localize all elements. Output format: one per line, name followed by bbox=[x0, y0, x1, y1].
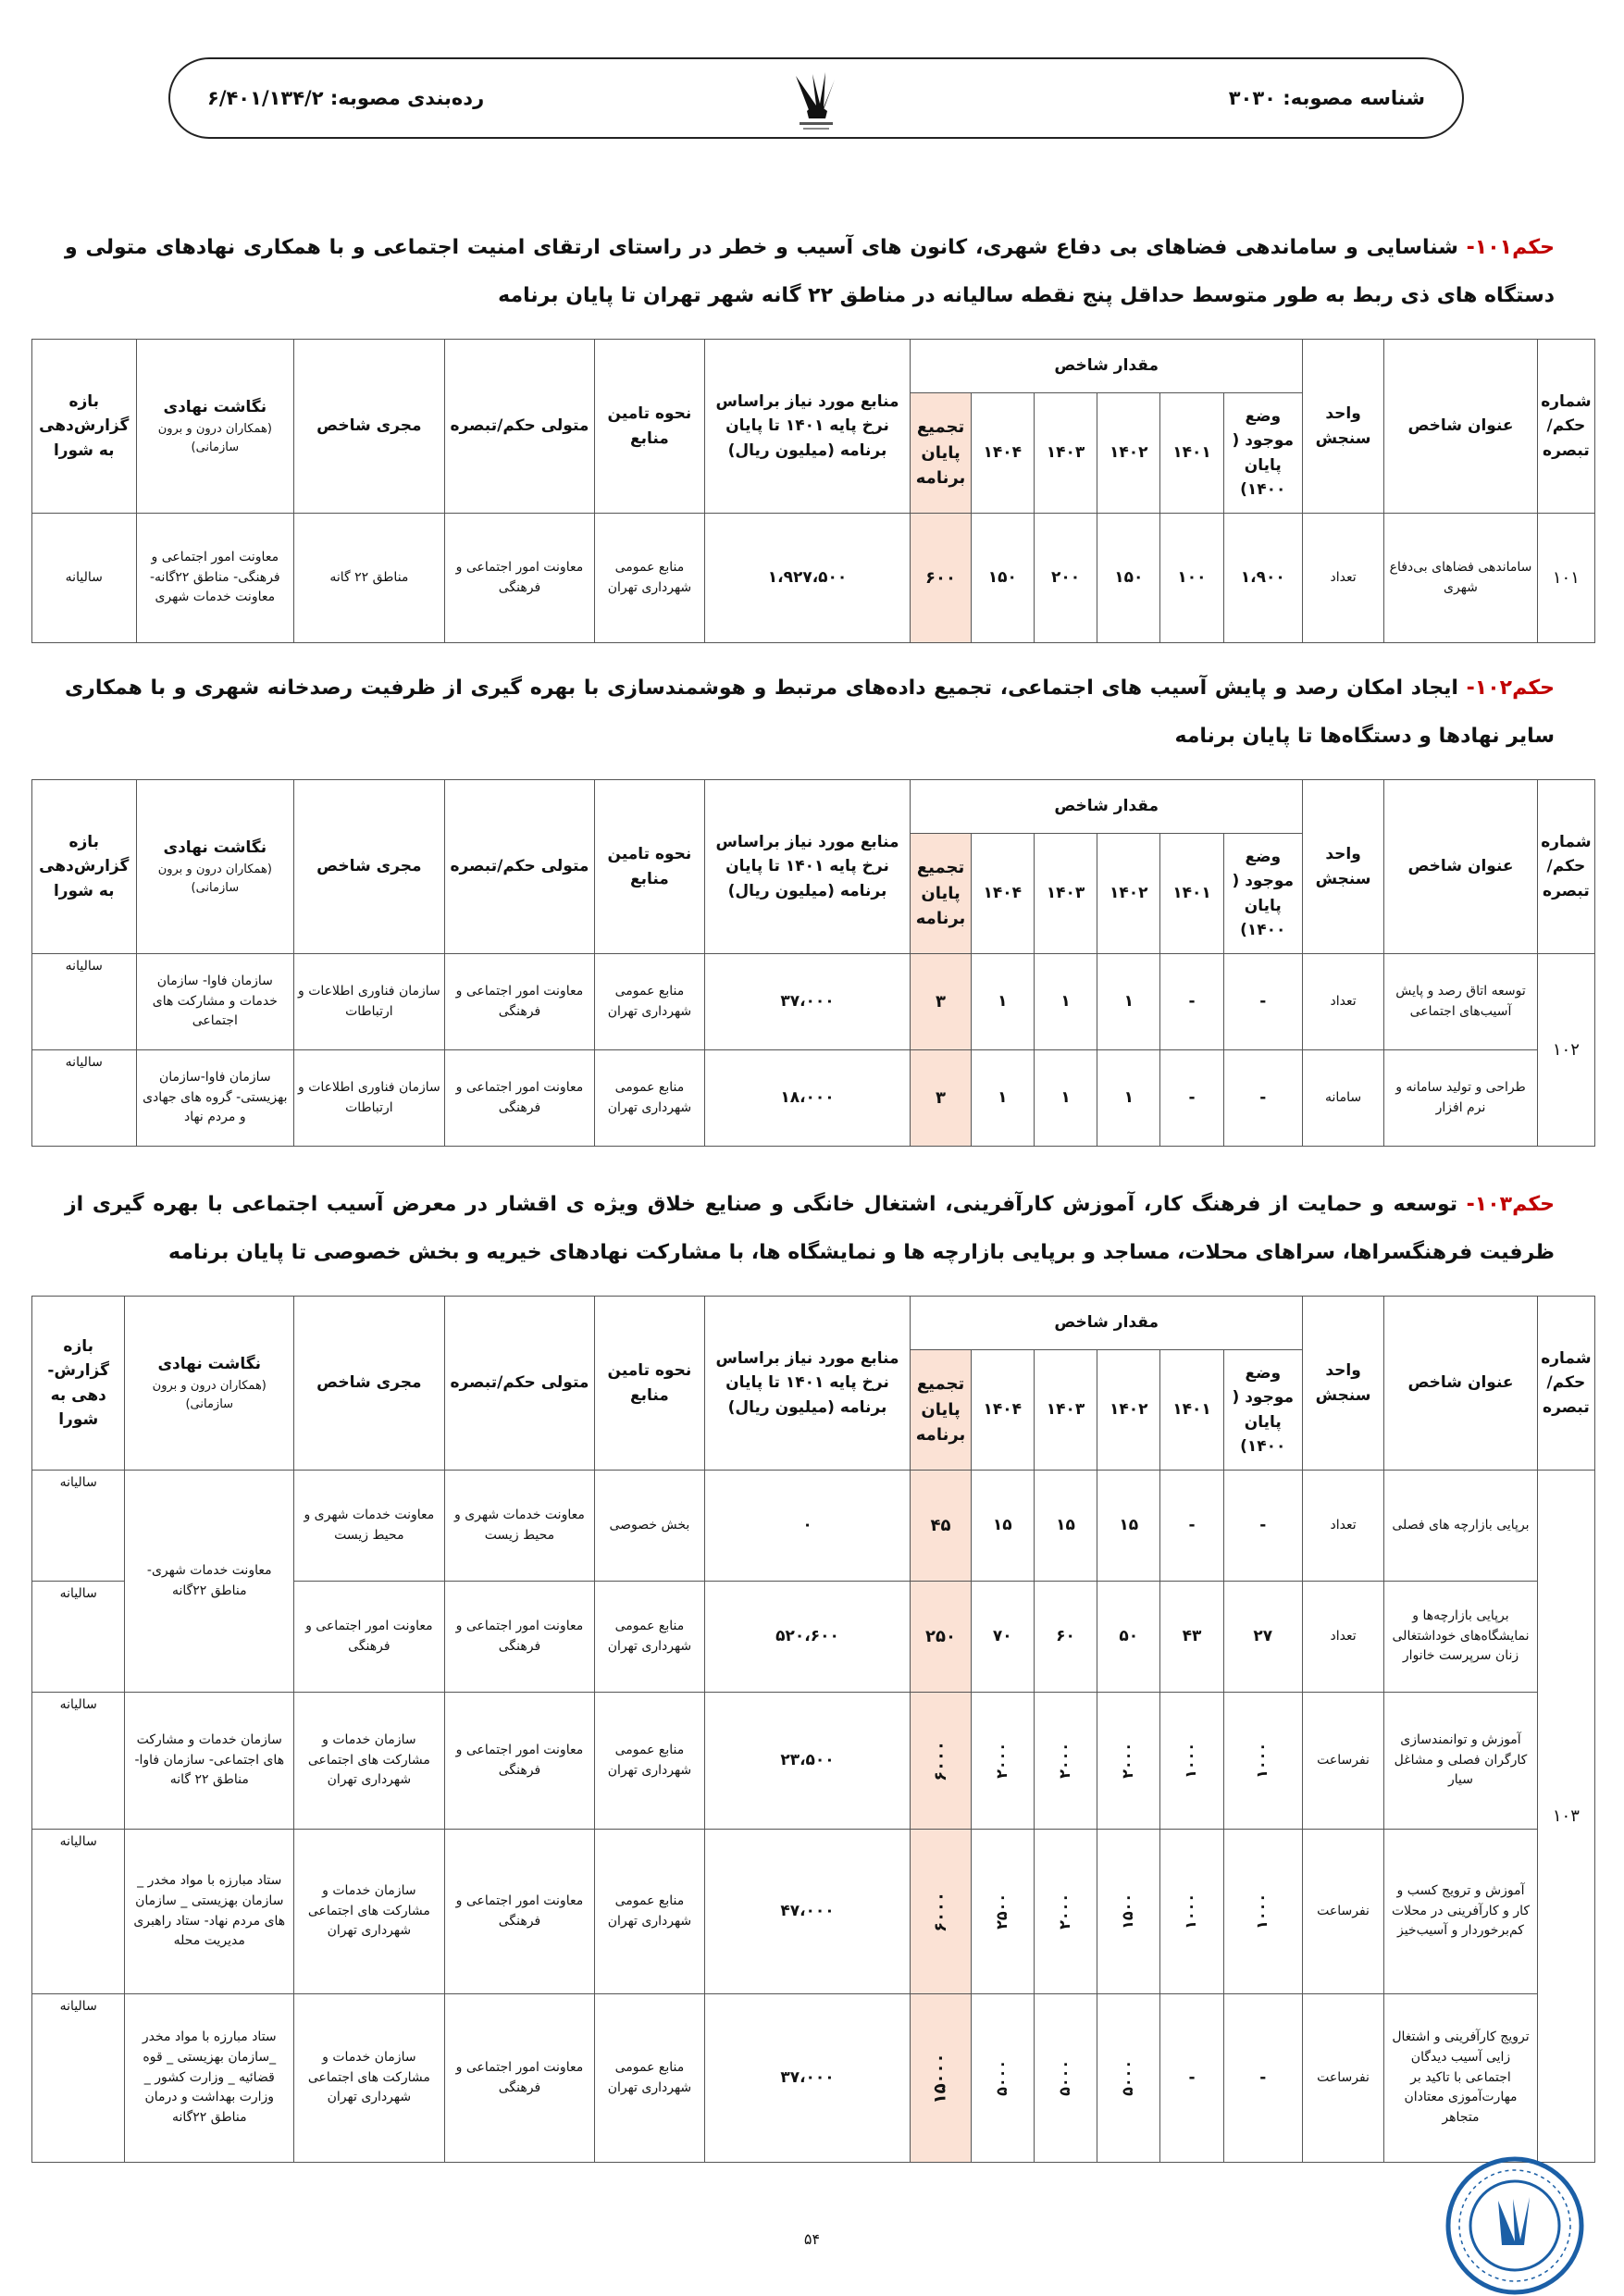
cell-funding: منابع عمومی شهرداری تهران bbox=[595, 1050, 704, 1147]
col-title: عنوان شاخص bbox=[1384, 340, 1538, 514]
page-header bbox=[168, 57, 1464, 139]
cell-resources: ۱،۹۲۷،۵۰۰ bbox=[704, 514, 911, 643]
cell-1404 bbox=[971, 1994, 1034, 2163]
col-number: شماره حکم/ تبصره bbox=[1537, 780, 1594, 954]
cell-total bbox=[911, 1693, 971, 1830]
cell-1401: - bbox=[1160, 1050, 1223, 1147]
cell-status: - bbox=[1223, 954, 1302, 1050]
cell-total: ۴۵ bbox=[911, 1471, 971, 1582]
col-unit: واحد سنجش bbox=[1302, 780, 1383, 954]
cell-1404: ۱۵۰ bbox=[971, 514, 1034, 643]
cell-funding: بخش خصوصی bbox=[595, 1471, 704, 1582]
cell-status: - bbox=[1223, 1471, 1302, 1582]
col-mapping bbox=[136, 780, 294, 954]
cell-1401 bbox=[1160, 1830, 1223, 1994]
col-number: شماره حکم/ تبصره bbox=[1537, 1297, 1594, 1471]
cell-executor: معاونت خدمات شهری و محیط زیست bbox=[294, 1471, 445, 1582]
cell-custodian: معاونت امور اجتماعی و فرهنگی bbox=[444, 1050, 595, 1147]
value-label: ۱۵۰۰ bbox=[1119, 1893, 1137, 1930]
page-number: ۵۴ bbox=[803, 2230, 821, 2248]
col-1401: ۱۴۰۱ bbox=[1160, 834, 1223, 954]
cell-unit: تعداد bbox=[1302, 954, 1383, 1050]
table-row bbox=[32, 1471, 1595, 1582]
cell-1404 bbox=[971, 1693, 1034, 1830]
col-executor: مجری شاخص bbox=[294, 1297, 445, 1471]
cell-1401: - bbox=[1160, 1994, 1223, 2163]
col-quantity: مقدار شاخص bbox=[911, 780, 1303, 834]
col-total: تجمیع پایان برنامه bbox=[911, 1350, 971, 1471]
cell-custodian: معاونت خدمات شهری و محیط زیست bbox=[444, 1471, 595, 1582]
col-unit: واحد سنجش bbox=[1302, 340, 1383, 514]
table-row bbox=[32, 1830, 1595, 1994]
value-label: ۱۰۰۰ bbox=[1253, 1893, 1271, 1930]
cell-1403: ۱۵ bbox=[1034, 1471, 1097, 1582]
col-1403: ۱۴۰۳ bbox=[1034, 393, 1097, 514]
cell-1401: ۴۳ bbox=[1160, 1582, 1223, 1693]
col-mapping bbox=[136, 340, 294, 514]
cell-resources: ۳۷،۰۰۰ bbox=[704, 1994, 911, 2163]
cell-funding: منابع عمومی شهرداری تهران bbox=[595, 1582, 704, 1693]
cell-status bbox=[1223, 1830, 1302, 1994]
col-1402: ۱۴۰۲ bbox=[1097, 393, 1160, 514]
ruling-103-text bbox=[65, 1181, 1555, 1277]
value-label: ۱۰۰۰ bbox=[1253, 1742, 1271, 1780]
cell-1403 bbox=[1034, 1994, 1097, 2163]
cell-1401: - bbox=[1160, 954, 1223, 1050]
cell-executor: سازمان خدمات و مشارکت های اجتماعی شهرداری تهران bbox=[294, 1693, 445, 1830]
col-1402: ۱۴۰۲ bbox=[1097, 1350, 1160, 1471]
cell-num: ۱۰۱ bbox=[1537, 514, 1594, 643]
approval-classification: رده‌بندی مصوبه: ۶/۴۰۱/۱۳۴/۲ bbox=[207, 87, 485, 109]
cell-custodian: معاونت امور اجتماعی و فرهنگی bbox=[444, 1994, 595, 2163]
cell-mapping: سازمان فاوا-سازمان بهزیستی- گروه های جهادی و مردم نهاد bbox=[136, 1050, 294, 1147]
value-label: ۲۰۰۰ bbox=[1119, 1742, 1137, 1780]
cell-custodian: معاونت امور اجتماعی و فرهنگی bbox=[444, 1830, 595, 1994]
cell-1404: ۱ bbox=[971, 954, 1034, 1050]
cell-period: سالیانه bbox=[32, 1471, 125, 1582]
approval-id: شناسه مصوبه: ۳۰۳۰ bbox=[1228, 87, 1425, 109]
cell-period: سالیانه bbox=[32, 514, 137, 643]
table-ruling-101 bbox=[31, 339, 1595, 643]
cell-1402: ۱ bbox=[1097, 1050, 1160, 1147]
cell-total bbox=[911, 1994, 971, 2163]
value-label: ۲۵۰۰ bbox=[992, 1893, 1010, 1930]
col-status: وضع موجود ( پایان ۱۴۰۰) bbox=[1223, 834, 1302, 954]
cell-num: ۱۰۲ bbox=[1537, 954, 1594, 1147]
cell-executor: سازمان خدمات و مشارکت های اجتماعی شهرداری تهران bbox=[294, 1994, 445, 2163]
cell-1404: ۷۰ bbox=[971, 1582, 1034, 1693]
ruling-number: حکم۱۰۱- bbox=[1466, 236, 1555, 259]
cell-mapping: ستاد مبارزه با مواد مخدر _ سازمان بهزیستی _ سازمان های مردم نهاد- ستاد راهبری مدیریت محله bbox=[125, 1830, 294, 1994]
col-title: عنوان شاخص bbox=[1384, 780, 1538, 954]
cell-custodian: معاونت امور اجتماعی و فرهنگی bbox=[444, 514, 595, 643]
col-total: تجمیع پایان برنامه bbox=[911, 834, 971, 954]
table-ruling-103 bbox=[31, 1296, 1595, 2163]
ruling-102-text bbox=[65, 664, 1555, 761]
ruling-101-text bbox=[65, 224, 1555, 320]
cell-funding: منابع عمومی شهرداری تهران bbox=[595, 954, 704, 1050]
cell-1403: ۲۰۰ bbox=[1034, 514, 1097, 643]
table-row bbox=[32, 1994, 1595, 2163]
cell-executor: معاونت امور اجتماعی و فرهنگی bbox=[294, 1582, 445, 1693]
cell-resources: ۱۸،۰۰۰ bbox=[704, 1050, 911, 1147]
cell-executor: مناطق ۲۲ گانه bbox=[294, 514, 445, 643]
cell-1401: - bbox=[1160, 1471, 1223, 1582]
cell-1403: ۱ bbox=[1034, 1050, 1097, 1147]
cell-resources: ۳۷،۰۰۰ bbox=[704, 954, 911, 1050]
mapping-label: نگاشت نهادی bbox=[163, 838, 267, 858]
council-logo-icon bbox=[779, 65, 853, 135]
mapping-sub: (همکاران درون و برون سازمانی) bbox=[157, 862, 272, 895]
cell-1403: ۱ bbox=[1034, 954, 1097, 1050]
cell-mapping: سازمان فاوا- سازمان خدمات و مشارکت های اجتماعی bbox=[136, 954, 294, 1050]
cell-1404: ۱ bbox=[971, 1050, 1034, 1147]
cell-title: آموزش و توانمندسازی کارگران فصلی و مشاغل سیار bbox=[1384, 1693, 1538, 1830]
cell-1404 bbox=[971, 1830, 1034, 1994]
value-label: ۱۵۰۰۰ bbox=[930, 2053, 950, 2104]
cell-funding: منابع عمومی شهرداری تهران bbox=[595, 1693, 704, 1830]
cell-1403: ۶۰ bbox=[1034, 1582, 1097, 1693]
ruling-body: ایجاد امکان رصد و پایش آسیب های اجتماعی، تجمیع داده‌های مرتبط و هوشمندسازی با بهره گیری از ظرفیت رصدخانه شهری و با همکاری سایر نهادها و دستگاه‌ها تا پایان برنامه bbox=[65, 676, 1555, 748]
ruling-body: توسعه و حمایت از فرهنگ کار، آموزش کارآفرینی، اشتغال خانگی و صنایع خلاق ویژه ی اقشار در معرض آسیب اجتماعی با بهره گیری از ظرفیت فرهنگسراها، سراهای محلات، مساجد و برپایی بازارچه ها و نمایشگاه ها، با مشارکت نهادهای خیریه و بخش خصوصی تا پایان برنامه bbox=[65, 1193, 1555, 1264]
value-label: ۱۰۰۰ bbox=[1182, 1893, 1200, 1930]
cell-custodian: معاونت امور اجتماعی و فرهنگی bbox=[444, 1582, 595, 1693]
col-resources: منابع مورد نیاز براساس نرخ پایه ۱۴۰۱ تا پایان برنامه (میلیون ریال) bbox=[704, 1297, 911, 1471]
col-custodian: متولی حکم/تبصره bbox=[444, 1297, 595, 1471]
cell-total bbox=[911, 1830, 971, 1994]
cell-total: ۳ bbox=[911, 1050, 971, 1147]
cell-total: ۶۰۰ bbox=[911, 514, 971, 643]
value-label: ۵۰۰۰ bbox=[1056, 2059, 1074, 2097]
cell-mapping: سازمان خدمات و مشارکت های اجتماعی- سازمان فاوا-مناطق ۲۲ گانه bbox=[125, 1693, 294, 1830]
col-period: بازه گزارش‌دهی به شورا bbox=[32, 780, 137, 954]
cell-1401 bbox=[1160, 1693, 1223, 1830]
council-seal-icon bbox=[1422, 2156, 1607, 2295]
cell-1402: ۱۵۰ bbox=[1097, 514, 1160, 643]
col-quantity: مقدار شاخص bbox=[911, 1297, 1303, 1350]
cell-1402 bbox=[1097, 1693, 1160, 1830]
cell-custodian: معاونت امور اجتماعی و فرهنگی bbox=[444, 954, 595, 1050]
col-funding: نحوه تامین منابع bbox=[595, 780, 704, 954]
cell-unit: سامانه bbox=[1302, 1050, 1383, 1147]
col-mapping bbox=[125, 1297, 294, 1471]
cell-total: ۲۵۰ bbox=[911, 1582, 971, 1693]
cell-1402: ۱۵ bbox=[1097, 1471, 1160, 1582]
cell-1403 bbox=[1034, 1693, 1097, 1830]
cell-period: سالیانه bbox=[32, 1693, 125, 1830]
col-1401: ۱۴۰۱ bbox=[1160, 393, 1223, 514]
cell-unit: تعداد bbox=[1302, 1582, 1383, 1693]
cell-funding: منابع عمومی شهرداری تهران bbox=[595, 514, 704, 643]
cell-resources: ۲۳،۵۰۰ bbox=[704, 1693, 911, 1830]
ruling-number: حکم۱۰۲- bbox=[1466, 676, 1555, 700]
cell-1401: ۱۰۰ bbox=[1160, 514, 1223, 643]
col-total: تجمیع پایان برنامه bbox=[911, 393, 971, 514]
value-label: ۱۰۰۰ bbox=[1182, 1742, 1200, 1780]
cell-unit: نفرساعت bbox=[1302, 1994, 1383, 2163]
col-1403: ۱۴۰۳ bbox=[1034, 834, 1097, 954]
cell-title: ترویج کارآفرینی و اشتغال زایی آسیب دیدگان اجتماعی با تاکید بر مهارت‌آموزی معتادان متجاهر bbox=[1384, 1994, 1538, 2163]
ruling-body: شناسایی و ساماندهی فضاهای بی دفاع شهری، کانون های آسیب و خطر در راستای ارتقای امنیت اجتماعی و با همکاری نهادهای متولی و دستگاه های ذی ربط به طور متوسط حداقل پنج نقطه سالیانه در مناطق ۲۲ گانه شهر تهران تا پایان برنامه bbox=[65, 236, 1555, 307]
col-1404: ۱۴۰۴ bbox=[971, 834, 1034, 954]
col-resources: منابع مورد نیاز براساس نرخ پایه ۱۴۰۱ تا پایان برنامه (میلیون ریال) bbox=[704, 340, 911, 514]
col-1404: ۱۴۰۴ bbox=[971, 1350, 1034, 1471]
cell-custodian: معاونت امور اجتماعی و فرهنگی bbox=[444, 1693, 595, 1830]
cell-period: سالیانه bbox=[32, 1994, 125, 2163]
cell-funding: منابع عمومی شهرداری تهران bbox=[595, 1830, 704, 1994]
cell-executor: سازمان فناوری اطلاعات و ارتباطات bbox=[294, 954, 445, 1050]
cell-1402: ۵۰ bbox=[1097, 1582, 1160, 1693]
cell-1402: ۱ bbox=[1097, 954, 1160, 1050]
cell-num: ۱۰۳ bbox=[1537, 1471, 1594, 2163]
cell-title: ساماندهی فضاهای بی‌دفاع شهری bbox=[1384, 514, 1538, 643]
col-period: بازه گزارش- دهی به شورا bbox=[32, 1297, 125, 1471]
cell-mapping: ستاد مبارزه با مواد مخدر _سازمان بهزیستی _ قوه قضائیه _ وزارت کشور _ وزارت بهداشت و درمان مناطق ۲۲گانه bbox=[125, 1994, 294, 2163]
col-executor: مجری شاخص bbox=[294, 780, 445, 954]
cell-resources: ۰ bbox=[704, 1471, 911, 1582]
col-custodian: متولی حکم/تبصره bbox=[444, 340, 595, 514]
cell-resources: ۴۷،۰۰۰ bbox=[704, 1830, 911, 1994]
cell-funding: منابع عمومی شهرداری تهران bbox=[595, 1994, 704, 2163]
cell-mapping: معاونت امور اجتماعی و فرهنگی- مناطق ۲۲گانه-معاونت خدمات شهری bbox=[136, 514, 294, 643]
table-row bbox=[32, 1693, 1595, 1830]
table-row bbox=[32, 954, 1595, 1050]
cell-1404: ۱۵ bbox=[971, 1471, 1034, 1582]
cell-status: ۱،۹۰۰ bbox=[1223, 514, 1302, 643]
col-title: عنوان شاخص bbox=[1384, 1297, 1538, 1471]
col-1404: ۱۴۰۴ bbox=[971, 393, 1034, 514]
cell-executor: سازمان فناوری اطلاعات و ارتباطات bbox=[294, 1050, 445, 1147]
col-1402: ۱۴۰۲ bbox=[1097, 834, 1160, 954]
cell-1402 bbox=[1097, 1830, 1160, 1994]
cell-period: سالیانه bbox=[32, 954, 137, 1050]
ruling-number: حکم۱۰۳- bbox=[1466, 1193, 1555, 1216]
value-label: ۲۰۰۰ bbox=[1056, 1742, 1074, 1780]
cell-status bbox=[1223, 1693, 1302, 1830]
value-label: ۲۰۰۰ bbox=[992, 1742, 1010, 1780]
cell-resources: ۵۲۰،۶۰۰ bbox=[704, 1582, 911, 1693]
value-label: ۶۰۰۰ bbox=[930, 1740, 950, 1781]
cell-1402 bbox=[1097, 1994, 1160, 2163]
col-executor: مجری شاخص bbox=[294, 340, 445, 514]
cell-status: - bbox=[1223, 1994, 1302, 2163]
cell-unit: نفرساعت bbox=[1302, 1693, 1383, 1830]
cell-period: سالیانه bbox=[32, 1582, 125, 1693]
col-1401: ۱۴۰۱ bbox=[1160, 1350, 1223, 1471]
cell-title: آموزش و ترویج کسب و کار و کارآفرینی در محلات کم‌برخوردار و آسیب‌خیز bbox=[1384, 1830, 1538, 1994]
mapping-sub: (همکاران درون و برون سازمانی) bbox=[157, 421, 272, 454]
col-1403: ۱۴۰۳ bbox=[1034, 1350, 1097, 1471]
value-label: ۲۰۰۰ bbox=[1056, 1893, 1074, 1930]
cell-unit: تعداد bbox=[1302, 1471, 1383, 1582]
cell-period: سالیانه bbox=[32, 1050, 137, 1147]
cell-unit: تعداد bbox=[1302, 514, 1383, 643]
cell-status: - bbox=[1223, 1050, 1302, 1147]
col-number: شماره حکم/ تبصره bbox=[1537, 340, 1594, 514]
cell-mapping: معاونت خدمات شهری- مناطق ۲۲گانه bbox=[125, 1471, 294, 1693]
table-row bbox=[32, 1050, 1595, 1147]
cell-executor: سازمان خدمات و مشارکت های اجتماعی شهرداری تهران bbox=[294, 1830, 445, 1994]
col-status: وضع موجود ( پایان ۱۴۰۰) bbox=[1223, 393, 1302, 514]
value-label: ۵۰۰۰ bbox=[1119, 2059, 1137, 2097]
table-ruling-102 bbox=[31, 779, 1595, 1147]
mapping-label: نگاشت نهادی bbox=[157, 1355, 262, 1374]
col-unit: واحد سنجش bbox=[1302, 1297, 1383, 1471]
mapping-sub: (همکاران درون و برون سازمانی) bbox=[152, 1378, 267, 1411]
col-period: بازه گزارش‌دهی به شورا bbox=[32, 340, 137, 514]
col-quantity: مقدار شاخص bbox=[911, 340, 1303, 393]
col-resources: منابع مورد نیاز براساس نرخ پایه ۱۴۰۱ تا پایان برنامه (میلیون ریال) bbox=[704, 780, 911, 954]
col-funding: نحوه تامین منابع bbox=[595, 1297, 704, 1471]
cell-title: برپایی بازارچه های فصلی bbox=[1384, 1471, 1538, 1582]
col-custodian: متولی حکم/تبصره bbox=[444, 780, 595, 954]
cell-total: ۳ bbox=[911, 954, 971, 1050]
cell-status: ۲۷ bbox=[1223, 1582, 1302, 1693]
cell-period: سالیانه bbox=[32, 1830, 125, 1994]
cell-title: توسعه اتاق رصد و پایش آسیب‌های اجتماعی bbox=[1384, 954, 1538, 1050]
value-label: ۶۰۰۰ bbox=[930, 1891, 950, 1932]
col-status: وضع موجود ( پایان ۱۴۰۰) bbox=[1223, 1350, 1302, 1471]
cell-title: طراحی و تولید سامانه و نرم افزار bbox=[1384, 1050, 1538, 1147]
cell-title: برپایی بازارچه‌ها و نمایشگاه‌های خوداشتغالی زنان سرپرست خانوار bbox=[1384, 1582, 1538, 1693]
table-row bbox=[32, 514, 1595, 643]
col-funding: نحوه تامین منابع bbox=[595, 340, 704, 514]
cell-unit: نفرساعت bbox=[1302, 1830, 1383, 1994]
value-label: ۵۰۰۰ bbox=[992, 2059, 1010, 2097]
mapping-label: نگاشت نهادی bbox=[163, 398, 267, 417]
cell-1403 bbox=[1034, 1830, 1097, 1994]
